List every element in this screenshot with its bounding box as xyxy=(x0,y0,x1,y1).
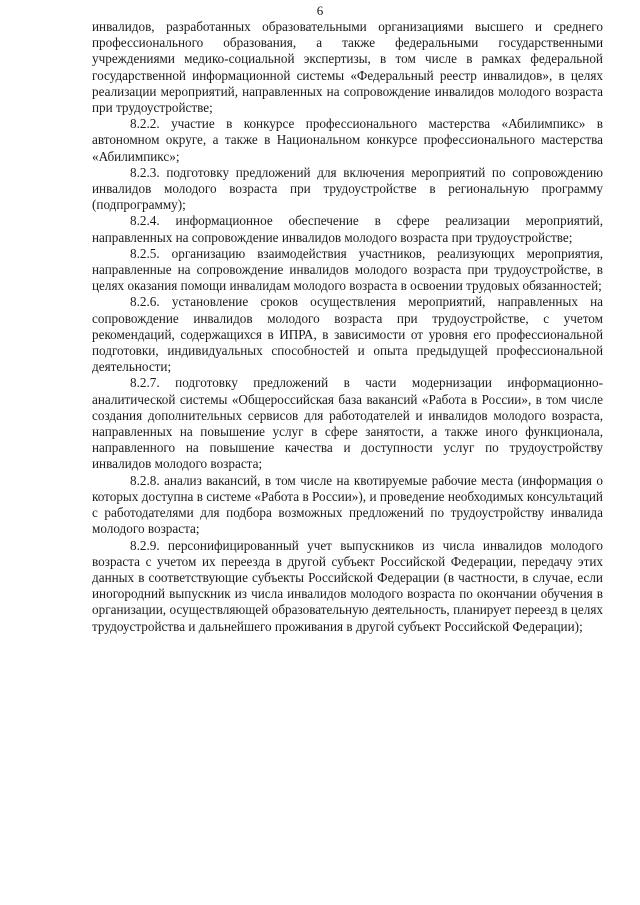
document-body xyxy=(92,19,603,635)
paragraph-8-2-5: 8.2.5. организацию взаимодействия участников, реализующих мероприятия, направленные на сопровождение инвалидов молодого возраста при трудоустройстве, в целях оказания помощи инвалидам молодого возраста в освоении трудовых обязанностей; xyxy=(92,245,603,294)
paragraph-8-2-9: 8.2.9. персонифицированный учет выпускников из числа инвалидов молодого возраста с учетом их переезда в другой субъект Российской Федерации, передачу этих данных в соответствующие субъекты Российской Федерации (в частности, в случае, если иногородний выпускник из числа инвалидов молодого возраста по окончании обучения в организации, осуществляющей образовательную деятельность, планирует переезд в целях трудоустройства и дальнейшего проживания в другой субъект Российской Федерации); xyxy=(92,537,603,634)
paragraph-8-2-7: 8.2.7. подготовку предложений в части модернизации информационно-аналитической системы «Общероссийская база вакансий «Работа в России», в том числе создания дополнительных сервисов для работодателей и инвалидов молодого возраста, направленных на повышение услуг в сфере занятости, а также иного функционала, направленного на повышение качества и доступности услуг по трудоустройству инвалидов молодого возраста; xyxy=(92,375,603,472)
paragraph-8-2-3: 8.2.3. подготовку предложений для включения мероприятий по сопровождению инвалидов молодого возраста при трудоустройстве в региональную программу (подпрограмму); xyxy=(92,164,603,213)
paragraph-8-2-4: 8.2.4. информационное обеспечение в сфере реализации мероприятий, направленных на сопровождение инвалидов молодого возраста при трудоустройстве; xyxy=(92,213,603,245)
page-number: 6 xyxy=(316,3,324,18)
paragraph-continuation: инвалидов, разработанных образовательными организациями высшего и среднего профессионального образования, а также федеральными государственными учреждениями медико-социальной экспертизы, в том числе в рамках федеральной государственной информационной системы «Федеральный реестр инвалидов», в целях реализации мероприятий, направленных на сопровождение инвалидов молодого возраста при трудоустройстве; xyxy=(92,19,603,116)
paragraph-8-2-2: 8.2.2. участие в конкурсе профессионального мастерства «Абилимпикс» в автономном округе, а также в Национальном конкурсе профессионального мастерства «Абилимпикс»; xyxy=(92,116,603,164)
paragraph-8-2-6: 8.2.6. установление сроков осуществления мероприятий, направленных на сопровождение инвалидов молодого возраста при трудоустройстве, с учетом рекомендаций, содержащихся в ИПРА, в зависимости от уровня его профессиональной подготовки, индивидуальных способностей и опыта предыдущей профессиональной деятельности; xyxy=(92,294,603,375)
paragraph-8-2-8: 8.2.8. анализ вакансий, в том числе на квотируемые рабочие места (информация о которых доступна в системе «Работа в России»), и проведение необходимых консультаций с работодателями для подбора возможных предложений по трудоустройству инвалида молодого возраста; xyxy=(92,472,603,537)
